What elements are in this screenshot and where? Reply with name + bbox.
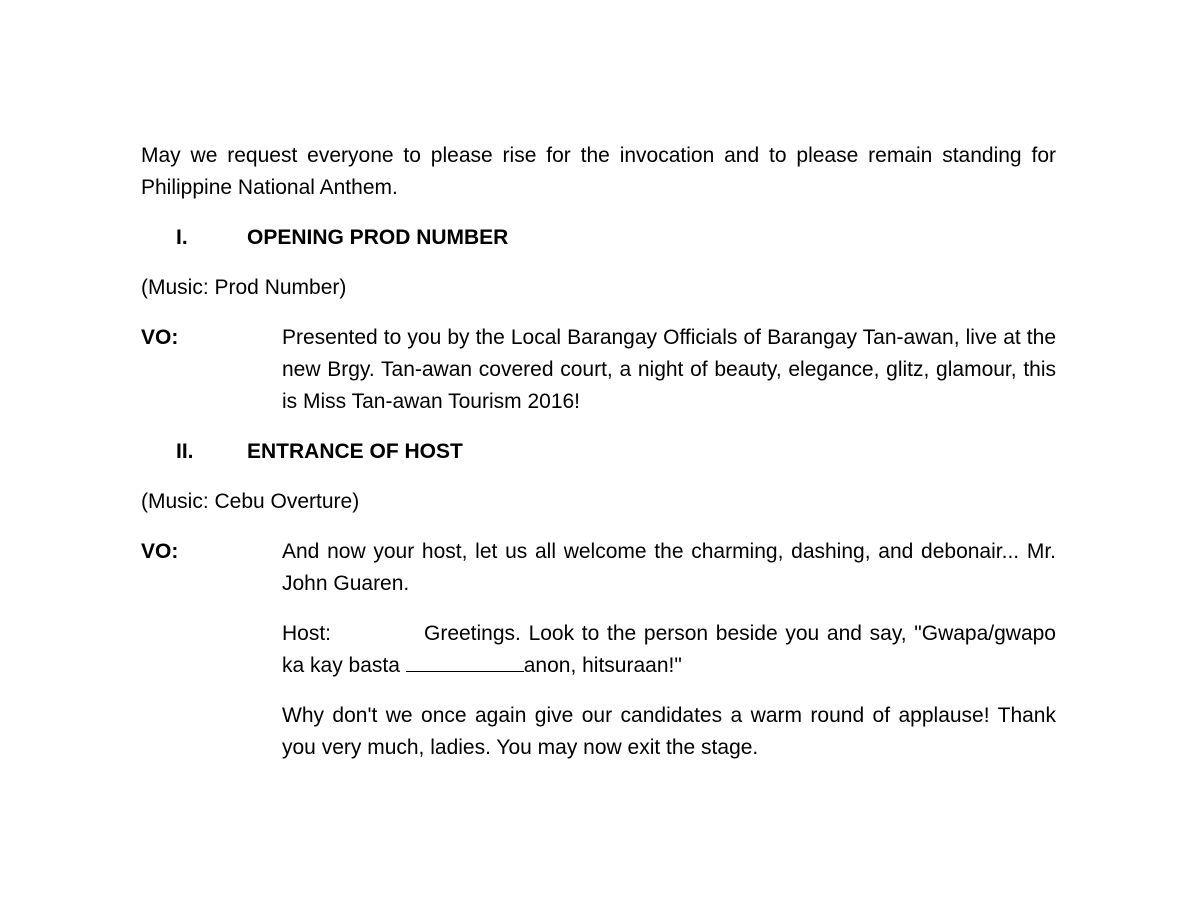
section-heading-host: [141, 436, 1056, 468]
voiceover-block: [141, 536, 1056, 600]
section-number: I.: [176, 226, 188, 249]
host-text-before: Greetings. Look to the person beside you and say, "Gwapa/gwapo ka kay basta: [282, 622, 1056, 677]
script-document: [141, 140, 1056, 764]
music-cue: (Music: Prod Number): [141, 276, 347, 299]
host-text-after: anon, hitsuraan!": [523, 654, 682, 677]
voiceover-block: [141, 322, 1056, 418]
voiceover-label: VO:: [141, 326, 179, 349]
host-block: [282, 618, 1056, 682]
voiceover-text: And now your host, let us all welcome the charming, dashing, and debonair... Mr. John Guaren.: [282, 540, 1056, 595]
music-cue: (Music: Cebu Overture): [141, 490, 360, 513]
closing-block: [282, 700, 1056, 764]
section-number: II.: [176, 440, 194, 463]
section-heading-opening: [141, 222, 1056, 254]
voiceover-text: Presented to you by the Local Barangay Officials of Barangay Tan-awan, live at the new Brgy. Tan-awan covered court, a night of beauty, elegance, glitz, glamour, this is Miss Tan-awan Tourism 2016!: [282, 326, 1056, 413]
fill-in-blank: [406, 651, 524, 672]
host-label: Host:: [282, 622, 332, 645]
closing-text: Why don't we once again give our candidates a warm round of applause! Thank you very much, ladies. You may now exit the stage.: [282, 704, 1056, 759]
host-line: [282, 618, 1056, 682]
voiceover-label: VO:: [141, 540, 179, 563]
intro-paragraph: May we request everyone to please rise for the invocation and to please remain standing for Philippine National Anthem.: [141, 144, 1056, 199]
section-title: OPENING PROD NUMBER: [247, 226, 509, 249]
section-title: ENTRANCE OF HOST: [247, 440, 463, 463]
